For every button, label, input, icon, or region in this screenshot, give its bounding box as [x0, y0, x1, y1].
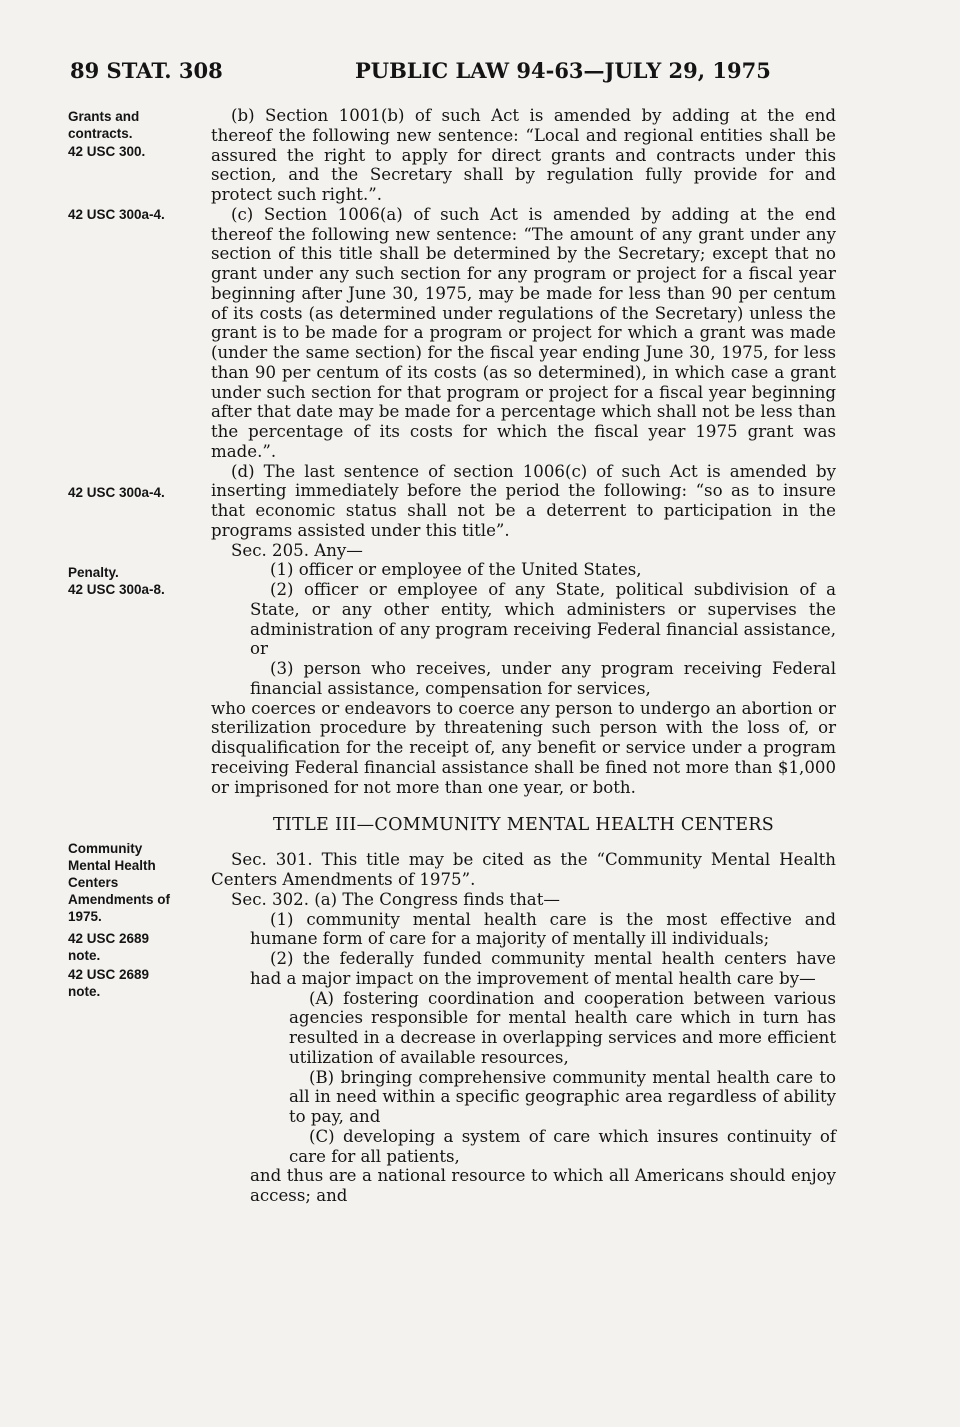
section-302-subitem-a: (A) fostering coordination and cooperation between various agencies responsible for mental health care which in turn has resulted in a decrease in overlapping services and more efficient utilization of available resources, — [289, 988, 836, 1067]
section-205-heading: Sec. 205. Any— — [231, 540, 363, 560]
section-302-subitem-b: (B) bringing comprehensive community mental health care to all in need within a specific geographic area regardless of ability to pay, and — [289, 1067, 836, 1126]
section-302-closing: and thus are a national resource to which all Americans should enjoy access; and — [250, 1166, 836, 1205]
section-302-finding-2: (2) the federally funded community mental health centers have had a major impact on the improvement of mental health care by— — [250, 949, 836, 988]
section-205-closing: who coerces or endeavors to coerce any person to undergo an abortion or sterilization procedure by threatening such person with the loss of, or disqualification for the receipt of, any benefit or service under a program receiving Federal financial assistance shall be fined not more than $1,000 or imprisoned for not more than one year, or both. — [211, 698, 836, 797]
statute-body — [211, 106, 836, 1206]
paragraph-c: (c) Section 1006(a) of such Act is amended by adding at the end thereof the following new sentence: “The amount of any grant under any section of this title shall be determined by the Secretary; except that no grant under any such section for any program or project for a fiscal year beginning after June 30, 1975, may be made for less than 90 per centum of its costs (as determined under regulations of the Secretary) unless the grant is to be made for a program or project for which a grant was made (under the same section) for the fiscal year ending June 30, 1975, for less than 90 per centum of its costs (as so determined), in which case a grant under such section for that program or project for a fiscal year beginning after that date may be made for a percentage which shall not be less than the percentage of its costs for which the fiscal year 1975 grant was made.”. — [211, 204, 836, 461]
section-205-item-3: (3) person who receives, under any program receiving Federal financial assistance, compensation for services, — [250, 659, 836, 698]
paragraph-d: (d) The last sentence of section 1006(c) of such Act is amended by inserting immediately before the period the following: “so as to insure that economic status shall not be a deterrent to participation in the programs assisted under this title”. — [211, 461, 836, 540]
title-iii-heading: TITLE III—COMMUNITY MENTAL HEALTH CENTERS — [272, 815, 775, 836]
section-205-item-2: (2) officer or employee of any State, political subdivision of a State, or any other entity, which administers or supervises the administration of any program receiving Federal financial assistance, or — [250, 580, 836, 659]
margin-note-citation: 42 USC 300a-4. — [68, 207, 165, 222]
section-302-heading: Sec. 302. (a) The Congress finds that— — [231, 889, 560, 909]
section-302-finding-1: (1) community mental health care is the most effective and humane form of care for a majority of mentally ill individuals; — [250, 909, 836, 949]
paragraph-b: (b) Section 1001(b) of such Act is amended by adding at the end thereof the following new sentence: “Local and regional entities shall be assured the right to apply for direct grants and contracts under this section, and the Secretary shall by regulation fully provide for and protect such right.”. — [211, 106, 836, 204]
statute-page-number: 89 STAT. 308 — [70, 58, 223, 83]
margin-note-short-title: Community Mental Health Centers Amendments of 1975. — [68, 841, 171, 924]
section-301: Sec. 301. This title may be cited as the “Community Mental Health Centers Amendments of 1975”. — [211, 850, 836, 889]
margin-note-penalty: Penalty. — [68, 565, 119, 580]
public-law-header: PUBLIC LAW 94-63—JULY 29, 1975 — [355, 58, 771, 83]
margin-note-citation: 42 USC 2689 note. — [68, 967, 150, 999]
margin-note-grants: Grants and contracts. — [68, 109, 140, 141]
margin-note-citation: 42 USC 300a-8. — [68, 582, 165, 597]
margin-note-citation: 42 USC 300a-4. — [68, 485, 165, 500]
section-205-item-1: (1) officer or employee of the United States, — [270, 560, 642, 580]
section-302-subitem-c: (C) developing a system of care which insures continuity of care for all patients, — [289, 1126, 836, 1166]
margin-note-citation: 42 USC 2689 note. — [68, 931, 150, 963]
margin-note-citation: 42 USC 300. — [68, 144, 146, 159]
